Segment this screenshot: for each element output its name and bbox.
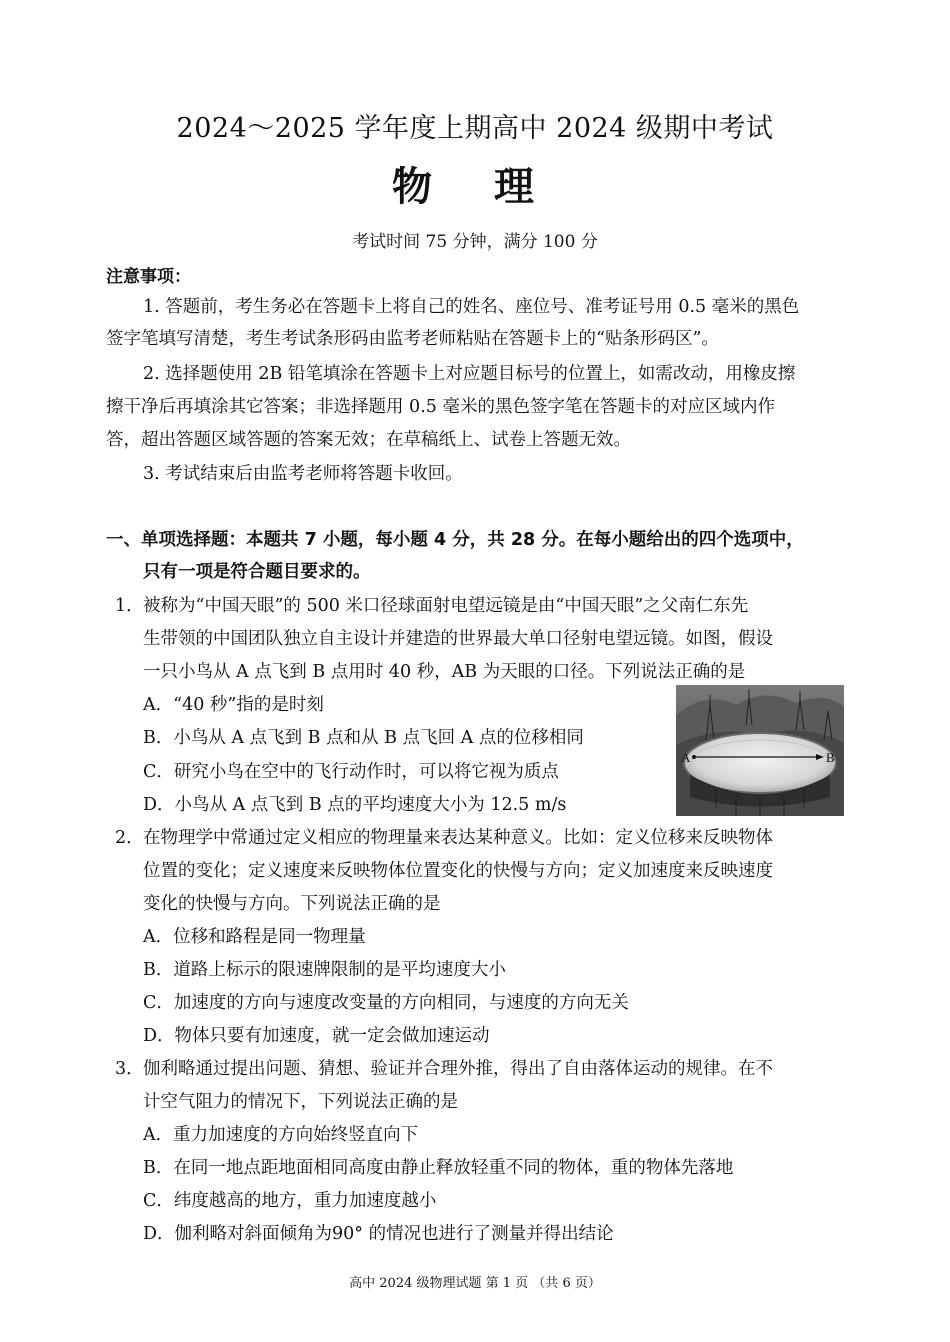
notice-heading: 注意事项：: [106, 267, 191, 287]
point-a-label: A: [681, 750, 691, 765]
subject-title: 物 理: [392, 164, 558, 210]
question-stem: 伽利略通过提出问题、猜想、验证并合理外推，得出了自由落体运动的规律。在不: [143, 1059, 773, 1079]
exam-info: 考试时间 75 分钟，满分 100 分: [352, 232, 598, 252]
point-b-label: B: [826, 750, 835, 765]
option-d: D．小鸟从 A 点飞到 B 点的平均速度大小为 12.5 m/s: [143, 795, 567, 815]
question-number: 3．: [115, 1059, 144, 1079]
telescope-photo: [676, 685, 844, 816]
question-stem: 变化的快慢与方向。下列说法正确的是: [143, 894, 441, 914]
option-b: B．道路上标示的限速牌限制的是平均速度大小: [143, 960, 506, 980]
option-b: B．小鸟从 A 点飞到 B 点和从 B 点飞回 A 点的位移相同: [143, 728, 584, 748]
option-c: C．纬度越高的地方，重力加速度越小: [143, 1191, 437, 1211]
notice-line: 答，超出答题区域答题的答案无效；在草稿纸上、试卷上答题无效。: [106, 430, 631, 450]
section-heading-cont: 只有一项是符合题目要求的。: [143, 562, 371, 582]
question-stem: 计空气阻力的情况下，下列说法正确的是: [143, 1092, 458, 1112]
question-stem: 一只小鸟从 A 点飞到 B 点用时 40 秒，AB 为天眼的口径。下列说法正确的是: [143, 662, 746, 682]
option-c: C．加速度的方向与速度改变量的方向相同，与速度的方向无关: [143, 993, 629, 1013]
notice-line: 签字笔填写清楚，考生考试条形码由监考老师粘贴在答题卡上的“贴条形码区”。: [106, 329, 719, 349]
notice-line: 1. 答题前，考生务必在答题卡上将自己的姓名、座位号、准考证号用 0.5 毫米的黑色: [143, 297, 800, 317]
option-d: D．伽利略对斜面倾角为90° 的情况也进行了测量并得出结论: [143, 1224, 614, 1244]
question-number: 1．: [115, 596, 144, 616]
page-footer: 高中 2024 级物理试题 第 1 页 （共 6 页）: [349, 1276, 601, 1291]
option-c: C．研究小鸟在空中的飞行动作时，可以将它视为质点: [143, 762, 559, 782]
section-heading: 一、单项选择题：本题共 7 小题，每小题 4 分，共 28 分。在每小题给出的四个选项中，: [106, 530, 804, 550]
question-number: 2．: [115, 828, 144, 848]
question-stem: 位置的变化；定义速度来反映物体位置变化的快慢与方向；定义加速度来反映速度: [143, 861, 773, 881]
notice-line: 2. 选择题使用 2B 铅笔填涂在答题卡上对应题目标号的位置上，如需改动，用橡皮擦: [143, 364, 796, 384]
option-a: A．重力加速度的方向始终竖直向下: [143, 1125, 419, 1145]
question-stem: 在物理学中常通过定义相应的物理量来表达某种意义。比如：定义位移来反映物体: [143, 828, 773, 848]
option-b: B．在同一地点距地面相同高度由静止释放轻重不同的物体，重的物体先落地: [143, 1158, 734, 1178]
telescope-photo-graphic: [676, 685, 844, 816]
question-stem: 生带领的中国团队独立自主设计并建造的世界最大单口径射电望远镜。如图，假设: [143, 629, 773, 649]
option-a: A．“40 秒”指的是时刻: [143, 695, 324, 715]
option-a: A．位移和路程是同一物理量: [143, 927, 366, 947]
notice-line: 擦干净后再填涂其它答案；非选择题用 0.5 毫米的黑色签字笔在答题卡的对应区域内作: [106, 397, 775, 417]
exam-title: 2024～2025 学年度上期高中 2024 级期中考试: [176, 113, 774, 144]
option-d: D．物体只要有加速度，就一定会做加速运动: [143, 1026, 490, 1046]
question-stem: 被称为“中国天眼”的 500 米口径球面射电望远镜是由“中国天眼”之父南仁东先: [143, 596, 749, 616]
notice-line: 3. 考试结束后由监考老师将答题卡收回。: [143, 464, 463, 484]
